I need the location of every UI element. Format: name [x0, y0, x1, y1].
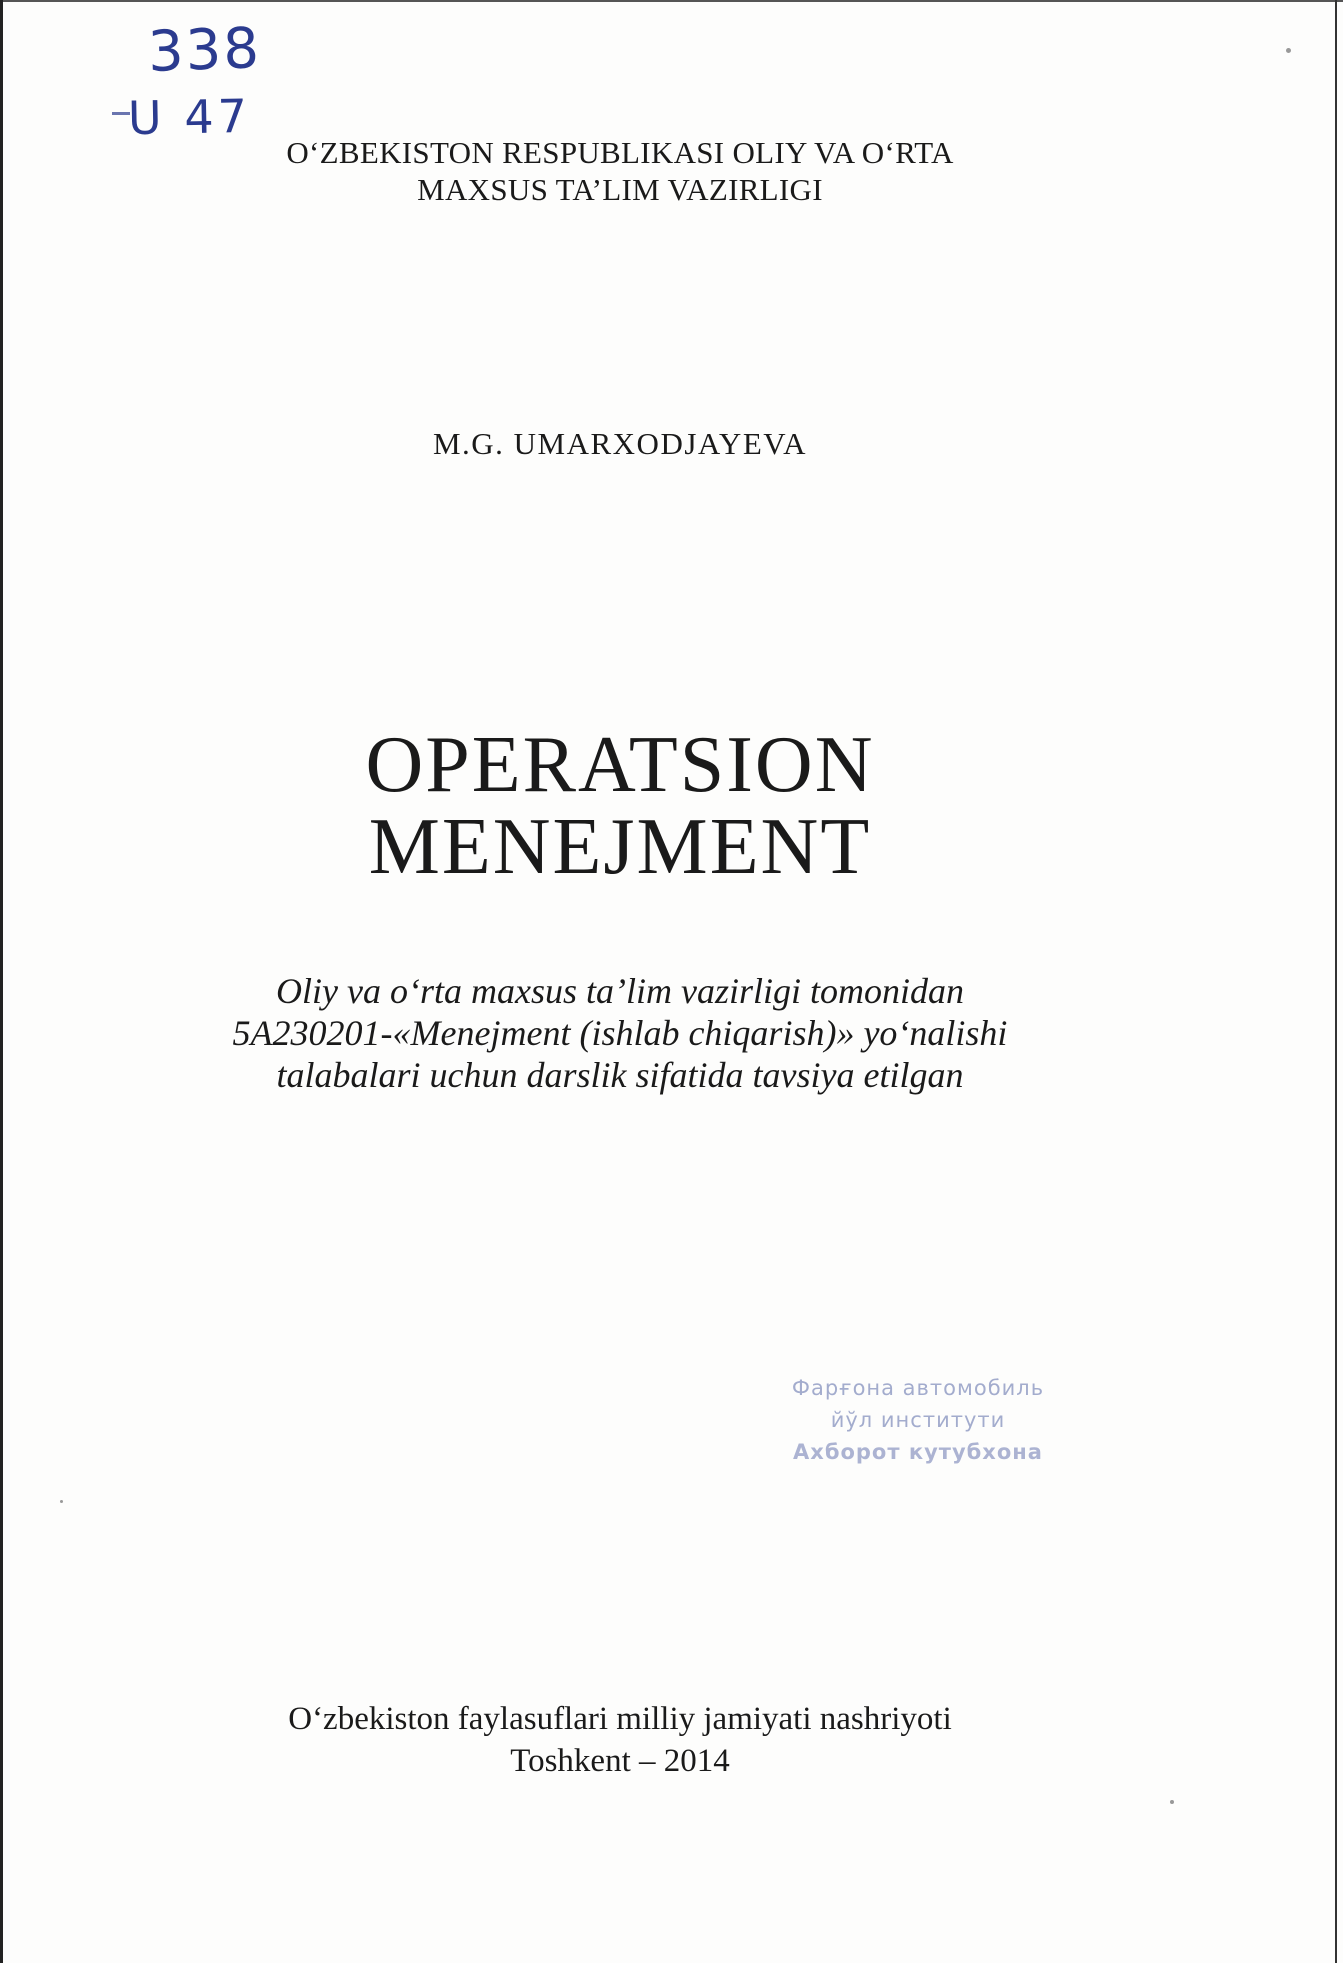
scan-edge-right — [1335, 0, 1337, 1963]
scan-edge-top — [0, 0, 1343, 2]
ministry-line-2: MAXSUS TA’LIM VAZIRLIGI — [417, 172, 823, 207]
ministry-heading — [0, 134, 1240, 208]
title-line-2: MENEJMENT — [368, 803, 872, 891]
author-name: M.G. UMARXODJAYEVA — [432, 426, 808, 461]
approval-line-3: talabalari uchun darslik sifatida tavsiya etilgan — [276, 1055, 964, 1095]
scan-speck — [1286, 48, 1291, 53]
book-title — [0, 721, 1240, 891]
publisher-name: O‘zbekiston faylasuflari milliy jamiyati nashriyoti — [288, 1701, 952, 1737]
approval-line-1: Oliy va o‘rta maxsus ta’lim vazirligi tomonidan — [276, 971, 964, 1011]
scan-speck — [1170, 1800, 1174, 1804]
stamp-line-1: Фарғона автомобиль — [791, 1376, 1045, 1400]
library-stamp — [778, 1372, 1058, 1468]
ministry-line-1: O‘ZBEKISTON RESPUBLIKASI OLIY VA O‘RTA — [286, 135, 954, 170]
scan-speck — [60, 1500, 63, 1503]
title-line-1: OPERATSION — [365, 721, 875, 809]
handwritten-shelf-number: 338 — [146, 16, 262, 85]
approval-line-2: 5A230201-«Menejment (ishlab chiqarish)» yo‘nalishi — [232, 1013, 1008, 1053]
publisher-info — [0, 1698, 1240, 1782]
stamp-line-3: Ахборот кутубхона — [793, 1440, 1043, 1464]
publication-place-year: Toshkent – 2014 — [510, 1743, 730, 1779]
handwritten-author-code: U 47 — [127, 88, 252, 146]
approval-note — [0, 970, 1240, 1096]
stamp-line-2: йўл институти — [830, 1408, 1006, 1432]
